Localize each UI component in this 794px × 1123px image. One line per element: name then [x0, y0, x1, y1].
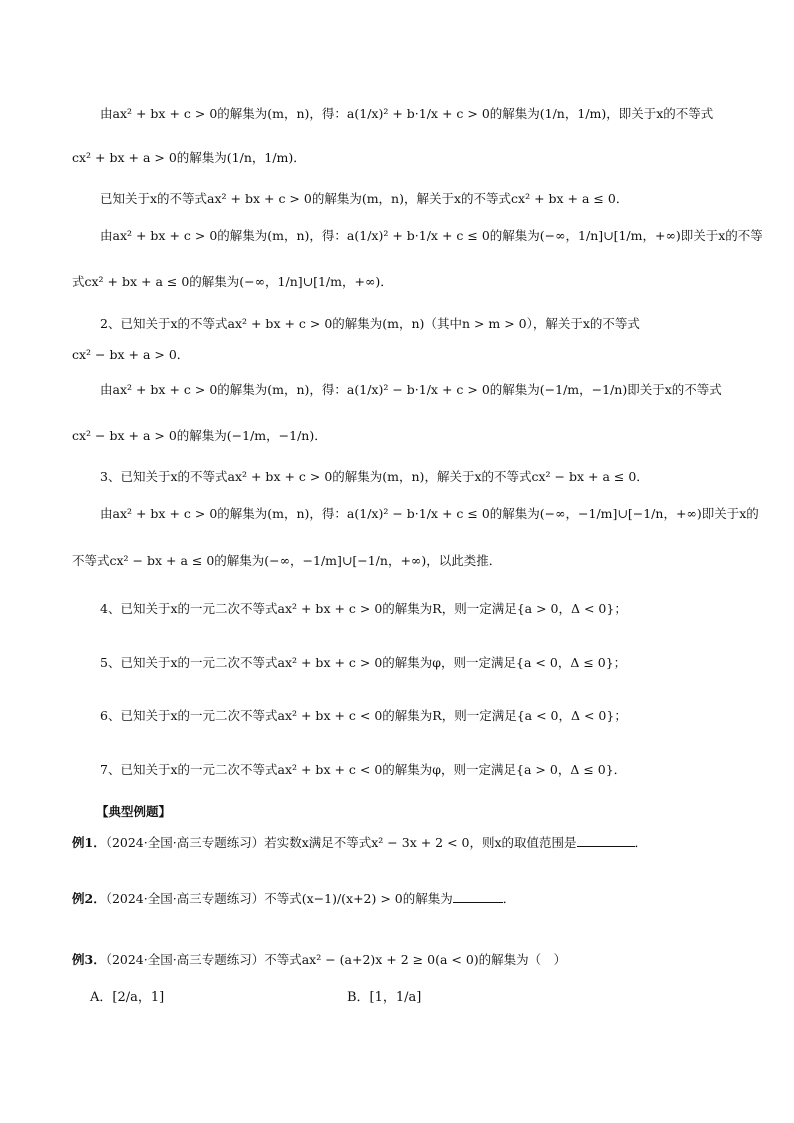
text-line-14: 5、已知关于x的一元二次不等式ax² + bx + c > 0的解集为φ，则一定满足{a < 0，Δ ≤ 0}； [100, 655, 627, 670]
text-line-12: 不等式cx² − bx + a ≤ 0的解集为(−∞，−1/m]∪[−1/n，+∞)，以此类推． [72, 553, 502, 568]
example-1 [72, 834, 647, 851]
example-1-label: 例1． [72, 835, 106, 850]
text-line-8: 由ax² + bx + c > 0的解集为(m，n)，得：a(1/x)² − b·1/x + c > 0的解集为(−1/m，−1/n)即关于x的不等式 [100, 382, 722, 397]
text-line-15: 6、已知关于x的一元二次不等式ax² + bx + c < 0的解集为R，则一定满足{a < 0，Δ < 0}； [100, 708, 627, 723]
text-line-4: 由ax² + bx + c > 0的解集为(m，n)，得：a(1/x)² + b·1/x + c ≤ 0的解集为(−∞，1/n]∪[1/m，+∞)即关于x的不等 [100, 228, 763, 243]
answer-blank-1 [577, 834, 635, 847]
example-2-text: （2024·全国·高三专题练习）不等式(x−1)/(x+2) > 0的解集为 [105, 891, 453, 906]
example-3 [72, 952, 566, 968]
text-line-13: 4、已知关于x的一元二次不等式ax² + bx + c > 0的解集为R，则一定满足{a > 0，Δ < 0}； [100, 601, 627, 616]
example-2 [72, 890, 515, 907]
text-line-11: 由ax² + bx + c > 0的解集为(m，n)，得：a(1/x)² − b·1/x + c ≤ 0的解集为(−∞，−1/m]∪[−1/n，+∞)即关于x的 [100, 506, 759, 521]
example-3-text: （2024·全国·高三专题练习）不等式ax² − (a+2)x + 2 ≥ 0(a < 0)的解集为（ ） [105, 952, 567, 967]
example-3-label: 例3． [72, 952, 106, 967]
text-line-6: 2、已知关于x的不等式ax² + bx + c > 0的解集为(m，n)（其中n > m > 0），解关于x的不等式 [100, 316, 640, 331]
text-line-7: cx² − bx + a > 0． [72, 347, 190, 362]
answer-options [90, 986, 530, 1022]
text-line-1: 由ax² + bx + c > 0的解集为(m，n)，得：a(1/x)² + b·1/x + c > 0的解集为(1/n，1/m)，即关于x的不等式 [100, 106, 714, 121]
example-2-label: 例2． [72, 891, 106, 906]
option-b[interactable]: B．[1，1/a] [347, 990, 422, 1005]
example-2-end: ． [502, 891, 516, 906]
text-line-3: 已知关于x的不等式ax² + bx + c > 0的解集为(m，n)，解关于x的不等式cx² + bx + a ≤ 0． [100, 191, 629, 206]
text-line-16: 7、已知关于x的一元二次不等式ax² + bx + c < 0的解集为φ，则一定满足{a > 0，Δ ≤ 0}． [100, 762, 627, 777]
section-heading: 【典型例题】 [96, 804, 172, 819]
example-1-end: ． [634, 835, 648, 850]
text-line-2: cx² + bx + a > 0的解集为(1/n，1/m)． [72, 150, 306, 165]
option-a[interactable]: A．[2/a，1] [90, 990, 165, 1005]
text-line-5: 式cx² + bx + a ≤ 0的解集为(−∞，1/n]∪[1/m，+∞)． [72, 274, 393, 289]
text-line-9: cx² − bx + a > 0的解集为(−1/m，−1/n)． [72, 428, 327, 443]
example-1-text: （2024·全国·高三专题练习）若实数x满足不等式x² − 3x + 2 < 0，则x的取值范围是 [105, 835, 577, 850]
answer-blank-2 [453, 890, 503, 903]
text-line-10: 3、已知关于x的不等式ax² + bx + c > 0的解集为(m，n)，解关于x的不等式cx² − bx + a ≤ 0． [100, 469, 649, 484]
